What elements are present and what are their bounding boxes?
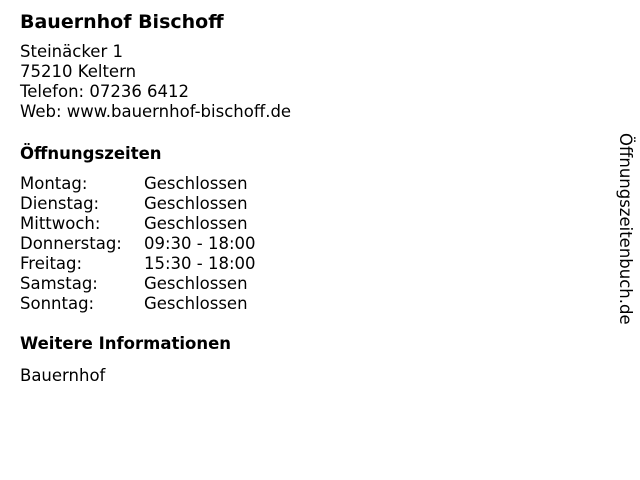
info-text: Bauernhof [20,366,106,385]
day-hours: 15:30 - 18:00 [144,254,256,273]
day-label: Sonntag: [20,294,95,313]
info-title: Weitere Informationen [20,334,232,353]
day-label: Donnerstag: [20,234,122,253]
business-name: Bauernhof Bischoff [20,11,224,33]
day-label: Freitag: [20,254,83,273]
street: Steinäcker 1 [20,42,123,61]
website: Web: www.bauernhof-bischoff.de [20,102,292,121]
hours-table [20,174,580,314]
day-hours: Geschlossen [144,214,248,233]
day-label: Samstag: [20,274,98,293]
day-label: Montag: [20,174,88,193]
city: 75210 Keltern [20,62,137,81]
business-card [20,10,580,386]
brand-text: Öffnungszeitenbuch.de [616,133,635,325]
day-hours: 09:30 - 18:00 [144,234,256,253]
day-label: Mittwoch: [20,214,101,233]
day-hours: Geschlossen [144,294,248,313]
address-block [20,42,580,122]
day-hours: Geschlossen [144,174,248,193]
hours-title: Öffnungszeiten [20,144,162,163]
brand-watermark [614,133,636,338]
phone: Telefon: 07236 6412 [20,82,190,101]
day-label: Dienstag: [20,194,100,213]
day-hours: Geschlossen [144,274,248,293]
day-hours: Geschlossen [144,194,248,213]
